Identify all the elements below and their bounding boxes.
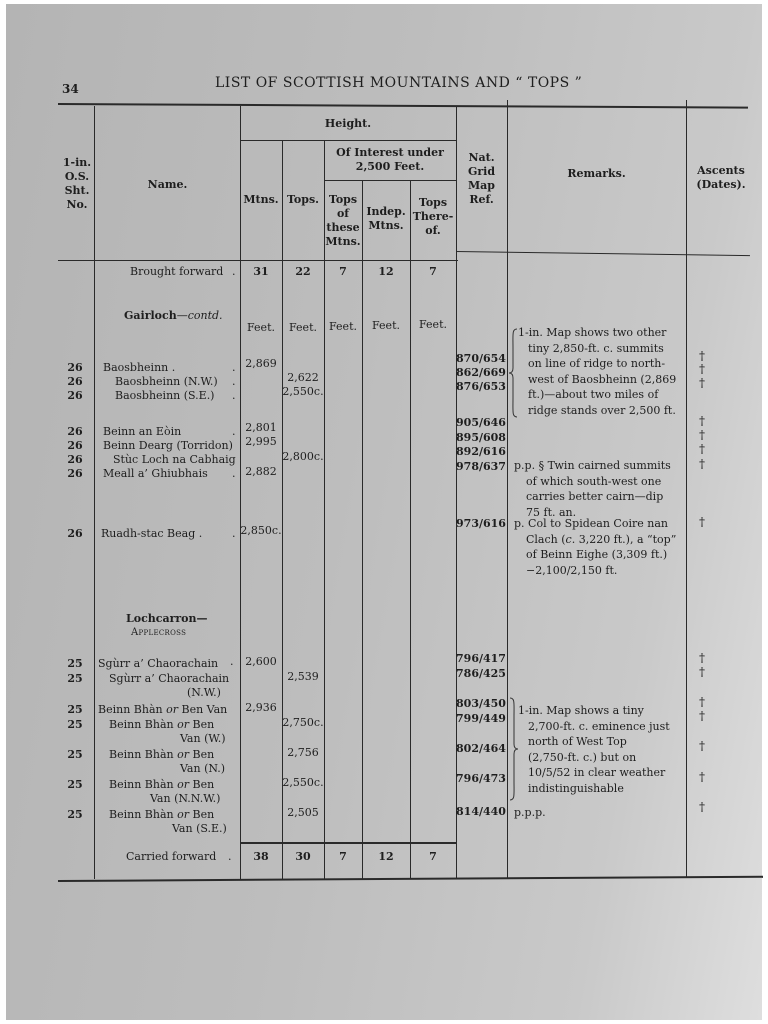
remark-baosbheinn: 1-in. Map shows two other tiny 2,850-ft. c. summits on line of ridge to north- west of Baosbheinn (2,869 ft.)—about two miles of ridge stands over 2,500 ft.: [518, 326, 677, 417]
header-remarks: Remarks.: [567, 167, 626, 180]
row-grid-ref: 870/654: [456, 352, 506, 365]
row-sheet: 25: [67, 703, 83, 716]
row-name: Beinn Dearg (Torridon): [103, 439, 233, 452]
row-name-cont: Van (N.N.W.): [150, 792, 221, 805]
row-dot: .: [232, 527, 236, 540]
row-tops: 2,550c.: [282, 385, 324, 398]
row-grid-ref: 862/669: [456, 366, 506, 379]
section-gairloch: Gairloch—contd.: [124, 309, 223, 322]
row-grid-ref: 905/646: [456, 416, 506, 429]
row-tops: 2,756: [287, 746, 319, 759]
header-ascents: Ascents (Dates).: [696, 164, 746, 191]
row-tops: 2,539: [287, 670, 319, 683]
carried-forward-dot: .: [228, 850, 232, 863]
brought-forward-indep: 12: [378, 265, 394, 278]
row-tops: 2,750c.: [282, 716, 324, 729]
remark-ppp: p.p.p.: [514, 806, 546, 819]
ascent-dagger: †: [699, 428, 705, 442]
row-sheet: 26: [67, 453, 83, 466]
ascent-dagger: †: [699, 376, 705, 390]
row-grid-ref: 876/653: [456, 380, 506, 393]
row-grid-ref: 978/637: [456, 460, 506, 473]
row-name: Sgùrr a’ Chaorachain: [98, 657, 219, 670]
ascent-dagger: †: [699, 651, 705, 665]
row-name: Beinn Bhàn or Ben Van: [98, 703, 228, 716]
carried-forward-label: Carried forward: [126, 850, 217, 863]
row-sheet: 25: [67, 808, 83, 821]
row-grid-ref: 796/417: [456, 652, 506, 665]
ascent-dagger: †: [699, 442, 705, 456]
row-name: Beinn Bhàn or Ben: [109, 748, 215, 761]
row-name: Stùc Loch na Cabhaig: [113, 453, 236, 466]
unit-indep: Feet.: [372, 319, 400, 332]
brought-forward-tops-of-these: 7: [339, 265, 347, 278]
row-name: Baosbheinn .: [103, 361, 176, 374]
interest-rule: [324, 180, 456, 181]
row-dot: .: [232, 467, 236, 480]
ascent-dagger: †: [699, 665, 705, 679]
ascent-dagger: †: [699, 709, 705, 723]
brought-forward-tops-thereof: 7: [429, 265, 437, 278]
row-sheet: 26: [67, 527, 83, 540]
header-indep: Indep. Mtns.: [366, 205, 406, 232]
row-grid-ref: 786/425: [456, 667, 506, 680]
row-grid-ref: 796/473: [456, 772, 506, 785]
ascent-dagger: †: [699, 695, 705, 709]
row-name-cont: Van (S.E.): [172, 822, 227, 835]
row-grid-ref: 799/449: [456, 712, 506, 725]
carried-forward-mtns: 38: [253, 850, 269, 863]
brought-forward-mtns: 31: [253, 265, 269, 278]
row-dot: .: [232, 389, 236, 402]
row-mtns: 2,801: [245, 421, 277, 434]
col-divider: [240, 106, 241, 879]
header-tops-of-these: Tops of these Mtns.: [325, 193, 361, 248]
section-lochcarron: Lochcarron—: [126, 612, 208, 625]
brought-forward-label: Brought forward: [130, 265, 224, 278]
row-name: Baosbheinn (S.E.): [115, 389, 215, 402]
row-sheet: 26: [67, 389, 83, 402]
row-sheet: 26: [67, 361, 83, 374]
row-dot: .: [232, 361, 236, 374]
ascent-dagger: †: [699, 515, 705, 529]
row-grid-ref: 892/616: [456, 445, 506, 458]
ascent-dagger: †: [699, 457, 705, 471]
page-number: 34: [62, 82, 79, 96]
row-sheet: 25: [67, 718, 83, 731]
col-divider: [362, 180, 363, 879]
ascent-dagger: †: [699, 800, 705, 814]
row-tops: 2,550c.: [282, 776, 324, 789]
carried-rule: [240, 842, 456, 844]
row-mtns: 2,936: [245, 701, 277, 714]
row-name-cont: (N.W.): [187, 686, 221, 699]
ascent-dagger: †: [699, 362, 705, 376]
header-bottom-rule: [58, 260, 458, 261]
row-sheet: 26: [67, 375, 83, 388]
header-tops: Tops.: [287, 193, 319, 206]
section-subtitle-applecross: Applecross: [131, 627, 187, 638]
brought-forward-tops: 22: [295, 265, 311, 278]
ascent-dagger: †: [699, 739, 705, 753]
row-tops: 2,622: [287, 371, 319, 384]
row-name-cont: Van (W.): [180, 732, 226, 745]
remark-meall: p.p. § Twin cairned summits of which south-west one carries better cairn—dip 75 ft. an.: [514, 459, 671, 519]
row-tops: 2,505: [287, 806, 319, 819]
row-name: Beinn an Eòin: [103, 425, 182, 438]
carried-forward-tops-thereof: 7: [429, 850, 437, 863]
row-sheet: 26: [67, 425, 83, 438]
row-name: Baosbheinn (N.W.): [115, 375, 218, 388]
row-sheet: 25: [67, 657, 83, 670]
row-grid-ref: 814/440: [456, 805, 506, 818]
row-name: Meall a’ Ghiubhais: [103, 467, 208, 480]
page-title: LIST OF SCOTTISH MOUNTAINS AND “ TOPS ”: [215, 75, 583, 91]
row-sheet: 26: [67, 439, 83, 452]
height-rule: [240, 140, 456, 141]
row-tops: 2,800c.: [282, 450, 324, 463]
carried-forward-tops-of-these: 7: [339, 850, 347, 863]
row-name: Ruadh-stac Beag .: [101, 527, 203, 540]
row-dot: .: [232, 375, 236, 388]
row-name: Beinn Bhàn or Ben: [109, 718, 215, 731]
row-dot: .: [230, 655, 234, 668]
row-mtns: 2,850c.: [240, 524, 282, 537]
row-name: Beinn Bhàn or Ben: [109, 808, 215, 821]
row-grid-ref: 973/616: [456, 517, 506, 530]
row-sheet: 25: [67, 748, 83, 761]
row-mtns: 2,869: [245, 357, 277, 370]
carried-forward-tops: 30: [295, 850, 311, 863]
remark-beinn-bhan: 1-in. Map shows a tiny 2,700-ft. c. eminence just north of West Top (2,750-ft. c.) but on 10/5/52 in clear weather indistinguishable: [518, 704, 670, 795]
carried-forward-indep: 12: [378, 850, 394, 863]
col-divider: [686, 100, 687, 877]
row-mtns: 2,882: [245, 465, 277, 478]
col-divider: [410, 180, 411, 879]
row-sheet: 25: [67, 672, 83, 685]
ascent-dagger: †: [699, 770, 705, 784]
unit-tops: Feet.: [289, 321, 317, 334]
row-sheet: 25: [67, 778, 83, 791]
row-grid-ref: 895/608: [456, 431, 506, 444]
header-height: Height.: [324, 117, 372, 130]
row-grid-ref: 802/464: [456, 742, 506, 755]
col-divider: [282, 140, 283, 879]
row-name-cont: Van (N.): [180, 762, 226, 775]
row-mtns: 2,600: [245, 655, 277, 668]
ascent-dagger: †: [699, 349, 705, 363]
row-mtns: 2,995: [245, 435, 277, 448]
unit-mtns: Feet.: [247, 321, 275, 334]
header-mtns: Mtns.: [243, 193, 279, 206]
row-dot: .: [232, 425, 236, 438]
ascent-dagger: †: [699, 414, 705, 428]
col-divider: [456, 106, 457, 879]
col-divider: [324, 140, 325, 879]
header-grid: Nat. Grid Map Ref.: [467, 151, 496, 206]
header-tops-thereof: Tops There- of.: [412, 196, 454, 237]
brought-forward-dot: .: [232, 265, 236, 278]
header-name: Name.: [147, 178, 188, 191]
row-sheet: 26: [67, 467, 83, 480]
remark-ruadh-stac: p. Col to Spidean Coire nan Clach (c. 3,220 ft.), a “top” of Beinn Eighe (3,309 ft.) −2,100/2,150 ft.: [514, 517, 677, 577]
col-divider: [507, 100, 508, 878]
row-name: Beinn Bhàn or Ben: [109, 778, 215, 791]
row-grid-ref: 803/450: [456, 697, 506, 710]
row-name: Sgùrr a’ Chaorachain: [109, 672, 230, 685]
header-sheet: 1-in. O.S. Sht. No.: [62, 156, 92, 211]
unit-tops-thereof: Feet.: [419, 318, 447, 331]
unit-tops-of-these: Feet.: [329, 320, 357, 333]
header-interest: Of Interest under 2,500 Feet.: [336, 146, 444, 173]
col-divider: [94, 106, 95, 879]
